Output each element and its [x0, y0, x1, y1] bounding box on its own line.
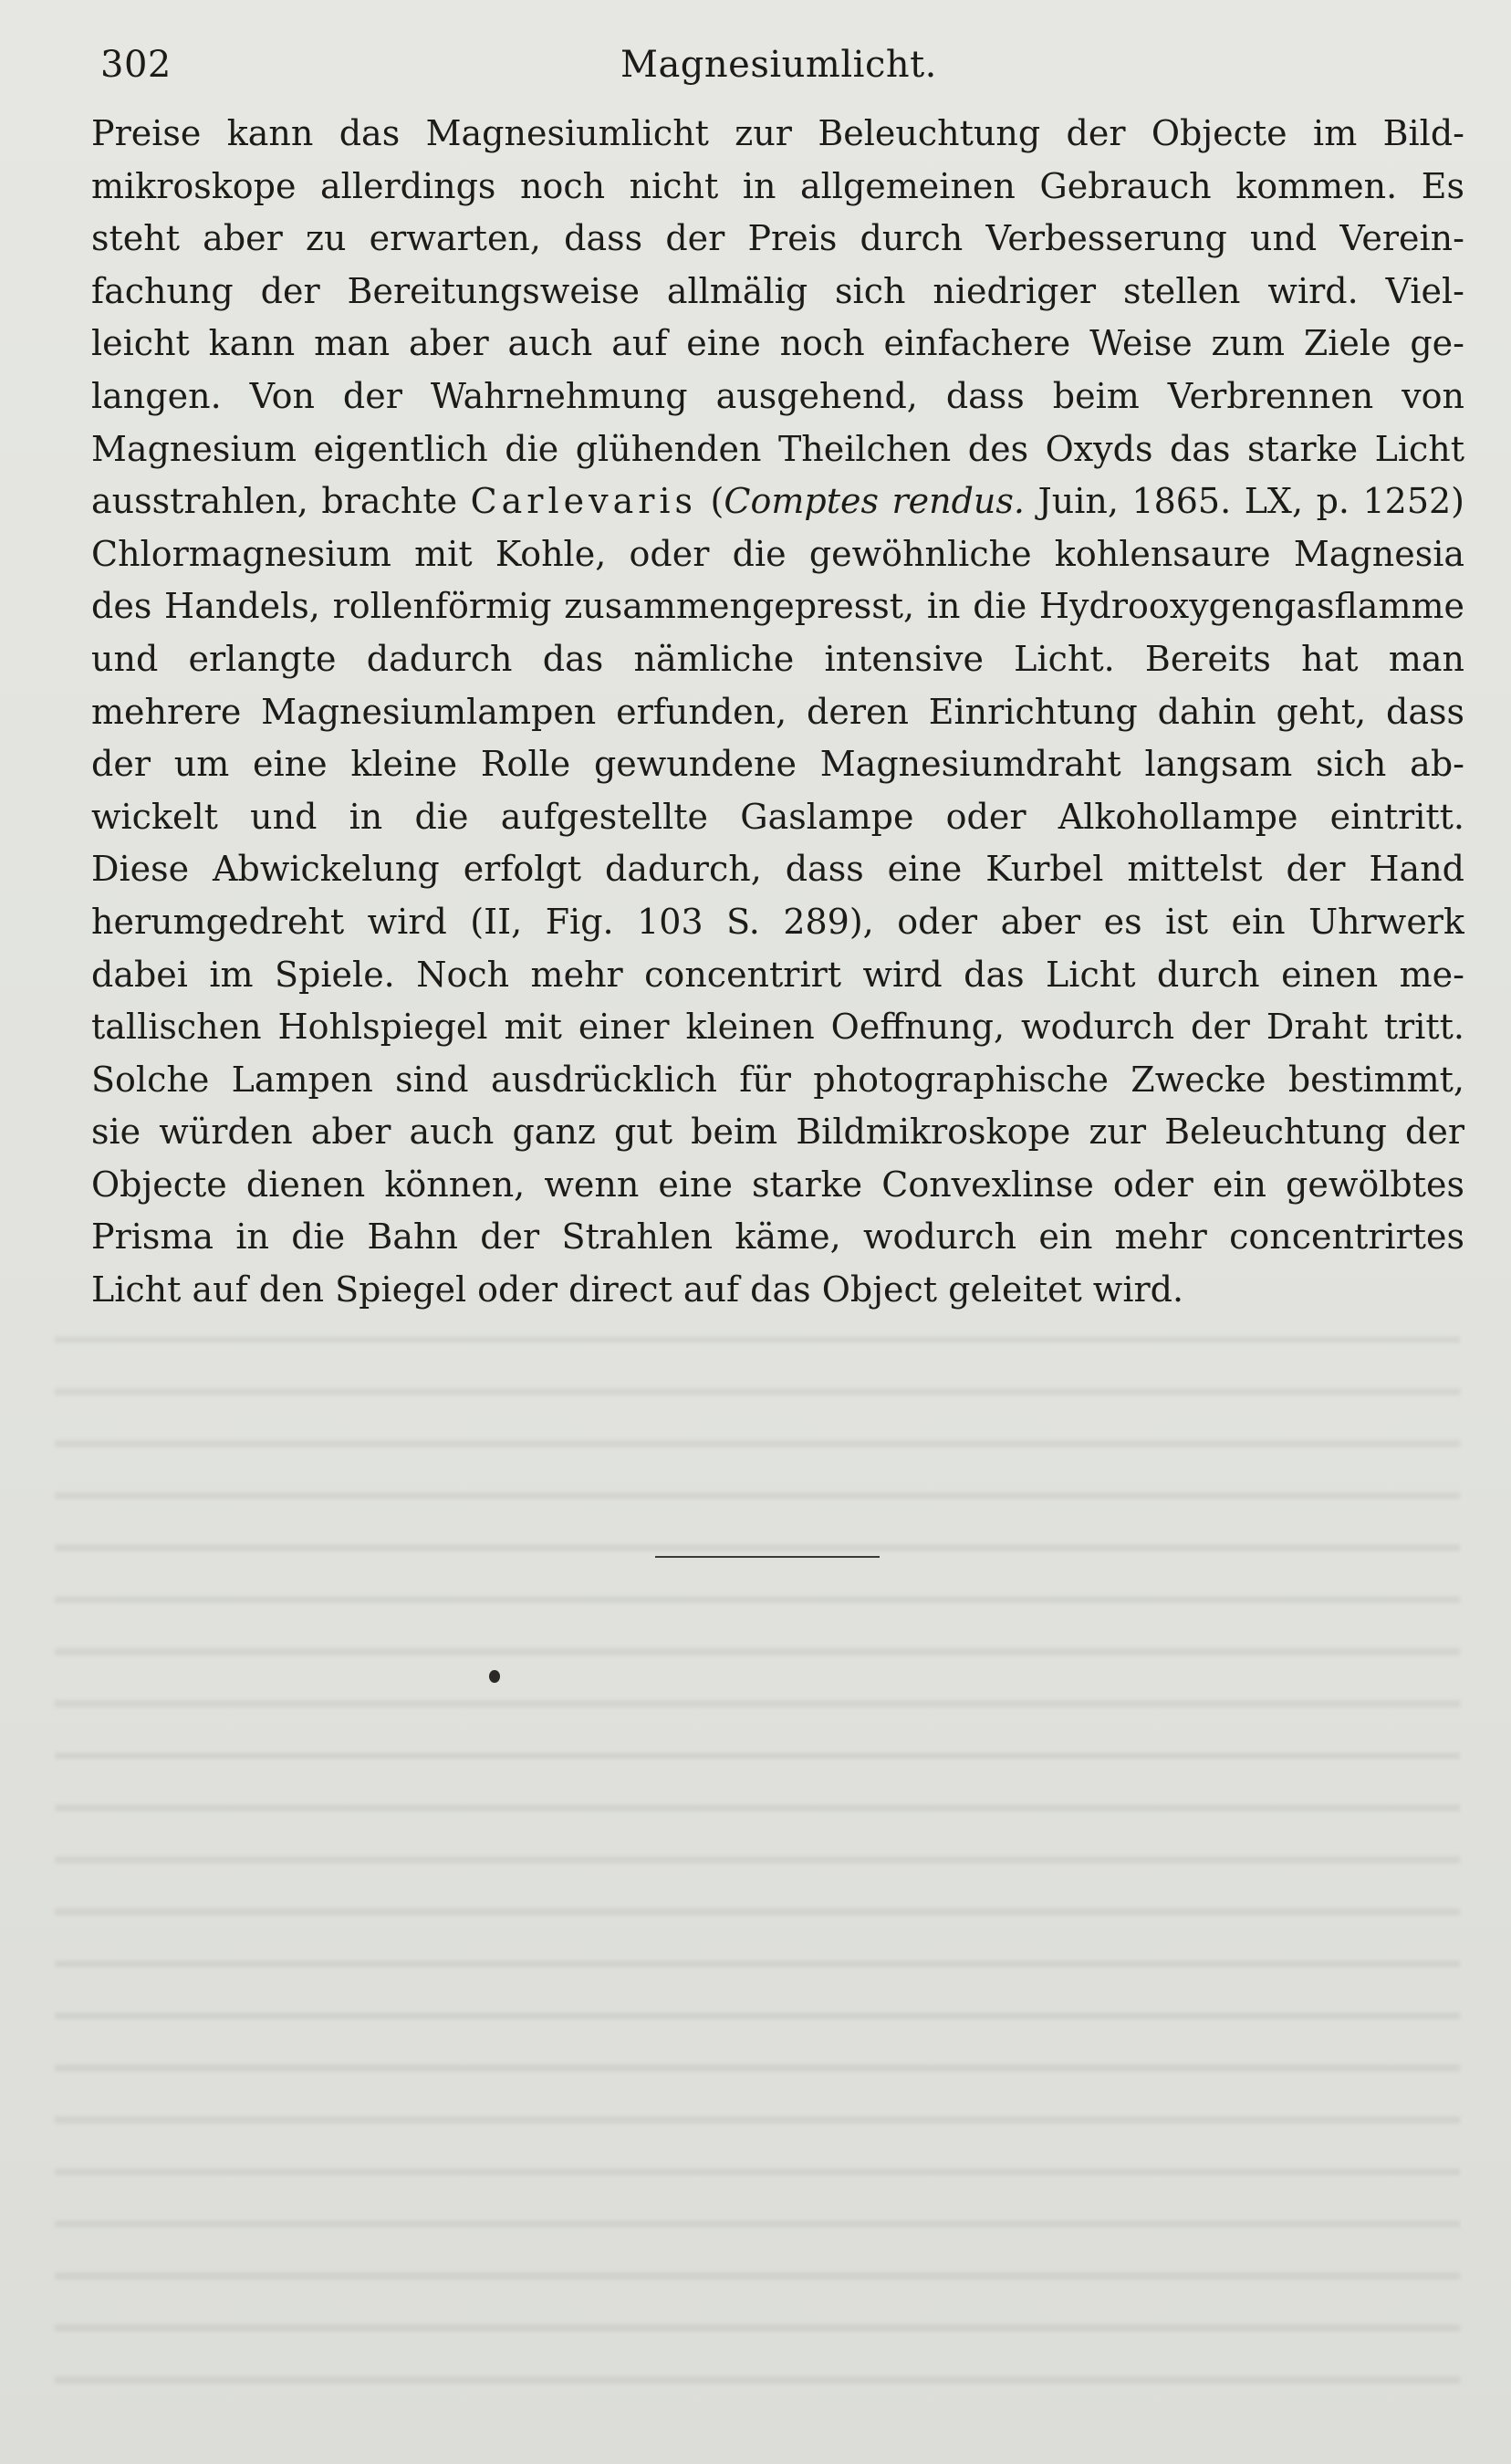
- text-line: dabei im Spiele. Noch mehr concentrirt wird das Licht durch einen me-: [91, 954, 1464, 995]
- text-line: mikroskope allerdings noch nicht in allgemeinen Gebrauch kommen. Es: [91, 165, 1464, 206]
- citation-lead: ausstrahlen, brachte: [91, 481, 471, 522]
- text-line: Preise kann das Magnesiumlicht zur Beleuchtung der Objecte im Bild-: [91, 113, 1464, 153]
- main-paragraph: [91, 108, 1464, 1317]
- author-name: Carlevaris: [470, 481, 698, 522]
- text-line: mehrere Magnesiumlampen erfunden, deren Einrichtung dahin geht, dass: [91, 691, 1464, 732]
- text-line: Diese Abwickelung erfolgt dadurch, dass eine Kurbel mittelst der Hand: [91, 849, 1464, 890]
- text-line: der um eine kleine Rolle gewundene Magnesiumdraht langsam sich ab-: [91, 744, 1464, 785]
- text-line: Chlormagnesium mit Kohle, oder die gewöhnliche kohlensaure Magnesia: [91, 533, 1464, 574]
- text-line-last: Licht auf den Spiegel oder direct auf das Object geleitet wird.: [91, 1269, 1184, 1310]
- page-header: [100, 37, 1469, 100]
- page-number: 302: [100, 44, 172, 86]
- text-line: fachung der Bereitungsweise allmälig sich niedriger stellen wird. Viel-: [91, 270, 1464, 311]
- text-line: Magnesium eigentlich die glühenden Theilchen des Oxyds das starke Licht: [91, 428, 1464, 469]
- text-line: und erlangte dadurch das nämliche intensive Licht. Bereits hat man: [91, 638, 1464, 679]
- text-line: des Handels, rollenförmig zusammengepresst, in die Hydrooxygengasflamme: [91, 586, 1464, 627]
- text-line: herumgedreht wird (II, Fig. 103 S. 289), oder aber es ist ein Uhrwerk: [91, 901, 1464, 942]
- text-line: tallischen Hohlspiegel mit einer kleinen Oeffnung, wodurch der Draht tritt.: [91, 1007, 1464, 1048]
- text-line: leicht kann man aber auch auf eine noch einfachere Weise zum Ziele ge-: [91, 323, 1464, 364]
- text-line: wickelt und in die aufgestellte Gaslampe oder Alkohollampe eintritt.: [91, 796, 1464, 837]
- text-line-citation: [91, 475, 1464, 528]
- section-end-rule: [655, 1556, 880, 1558]
- ink-spot: [489, 1670, 500, 1683]
- text-line: steht aber zu erwarten, dass der Preis durch Verbesserung und Verein-: [91, 218, 1464, 259]
- text-line: langen. Von der Wahrnehmung ausgehend, dass beim Verbrennen von: [91, 375, 1464, 416]
- text-line: Prisma in die Bahn der Strahlen käme, wodurch ein mehr concentrirtes: [91, 1216, 1464, 1258]
- citation-details: Juin, 1865. LX, p. 1252): [1024, 481, 1464, 522]
- text-line: Solche Lampen sind ausdrücklich für photographische Zwecke bestimmt,: [91, 1059, 1464, 1100]
- text-line: Objecte dienen können, wenn eine starke Convexlinse oder ein gewölbtes: [91, 1164, 1464, 1205]
- running-title: Magnesiumlicht.: [620, 44, 937, 86]
- journal-title: Comptes rendus.: [724, 481, 1025, 522]
- citation-open: (: [697, 481, 724, 522]
- show-through-text: [55, 1314, 1460, 2391]
- text-line: sie würden aber auch ganz gut beim Bildmikroskope zur Beleuchtung der: [91, 1112, 1464, 1153]
